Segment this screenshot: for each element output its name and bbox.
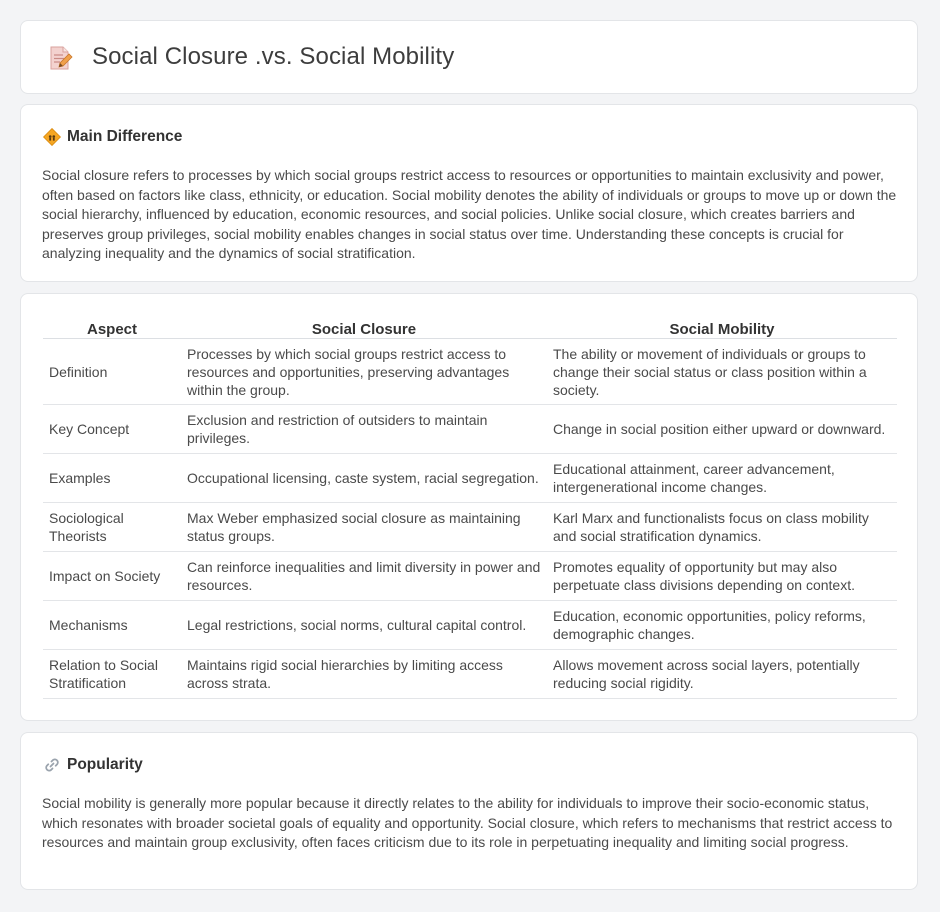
popularity-header	[43, 755, 143, 775]
row-social-closure: Exclusion and restriction of outsiders to maintain privileges.	[181, 405, 547, 454]
table-row	[43, 601, 897, 650]
main-difference-text: Social closure refers to processes by which social groups restrict access to resources or opportunities to maintain exclusivity and power, often based on factors like class, ethnicity, or education. Social mobility denotes the ability of individuals or groups to move up or down the social hierarchy, influenced by education, economic resources, and social policies. Unlike social closure, which creates barriers and preserves group privileges, social mobility enables changes in social status over time. Understanding these concepts is crucial for analyzing inequality and the dynamics of social stratification.	[42, 167, 897, 261]
row-social-closure: Max Weber emphasized social closure as maintaining status groups.	[181, 503, 547, 552]
table-row	[43, 339, 897, 405]
main-difference-header	[43, 127, 182, 147]
row-social-mobility: The ability or movement of individuals or groups to change their social status or class position within a society.	[547, 339, 897, 405]
table-row	[43, 405, 897, 454]
row-social-mobility: Promotes equality of opportunity but may also perpetuate class divisions depending on context.	[547, 552, 897, 601]
table-header-row	[43, 316, 897, 339]
link-icon	[43, 756, 61, 774]
popularity-card	[20, 732, 918, 890]
row-social-mobility: Education, economic opportunities, policy reforms, demographic changes.	[547, 601, 897, 650]
column-header-social-mobility: Social Mobility	[547, 316, 897, 339]
row-social-closure: Legal restrictions, social norms, cultural capital control.	[181, 601, 547, 650]
row-aspect: Sociological Theorists	[43, 503, 181, 552]
row-aspect: Mechanisms	[43, 601, 181, 650]
row-aspect: Definition	[43, 339, 181, 405]
comparison-card	[20, 293, 918, 721]
row-social-mobility: Change in social position either upward or downward.	[547, 405, 897, 454]
row-aspect: Relation to Social Stratification	[43, 650, 181, 699]
popularity-heading: Popularity	[67, 756, 143, 773]
row-social-closure: Occupational licensing, caste system, racial segregation.	[181, 454, 547, 503]
main-difference-heading: Main Difference	[67, 128, 183, 145]
table-row	[43, 552, 897, 601]
row-aspect: Examples	[43, 454, 181, 503]
row-social-closure: Processes by which social groups restrict access to resources and opportunities, preserving advantages within the group.	[181, 339, 547, 405]
table-row	[43, 650, 897, 699]
row-social-mobility: Allows movement across social layers, potentially reducing social rigidity.	[547, 650, 897, 699]
comparison-table	[43, 316, 897, 699]
page-title: Social Closure .vs. Social Mobility	[92, 43, 455, 70]
row-aspect: Key Concept	[43, 405, 181, 454]
title-card	[20, 20, 918, 94]
row-social-closure: Maintains rigid social hierarchies by limiting access across strata.	[181, 650, 547, 699]
table-row	[43, 454, 897, 503]
popularity-text: Social mobility is generally more popular because it directly relates to the ability for individuals to improve their socio-economic status, which resonates with broader societal goals of equality and opportunity. Social closure, which refers to mechanisms that restrict access to resources and maintain group exclusivity, often faces criticism due to its role in perpetuating inequality and limiting social progress.	[42, 795, 893, 850]
column-header-aspect: Aspect	[43, 316, 181, 339]
main-difference-card	[20, 104, 918, 282]
row-social-closure: Can reinforce inequalities and limit diversity in power and resources.	[181, 552, 547, 601]
row-social-mobility: Educational attainment, career advancement, intergenerational income changes.	[547, 454, 897, 503]
document-pencil-icon	[47, 45, 73, 71]
row-aspect: Impact on Society	[43, 552, 181, 601]
row-social-mobility: Karl Marx and functionalists focus on class mobility and social stratification dynamics.	[547, 503, 897, 552]
table-row	[43, 503, 897, 552]
diamond-sign-icon	[43, 128, 61, 146]
column-header-social-closure: Social Closure	[181, 316, 547, 339]
